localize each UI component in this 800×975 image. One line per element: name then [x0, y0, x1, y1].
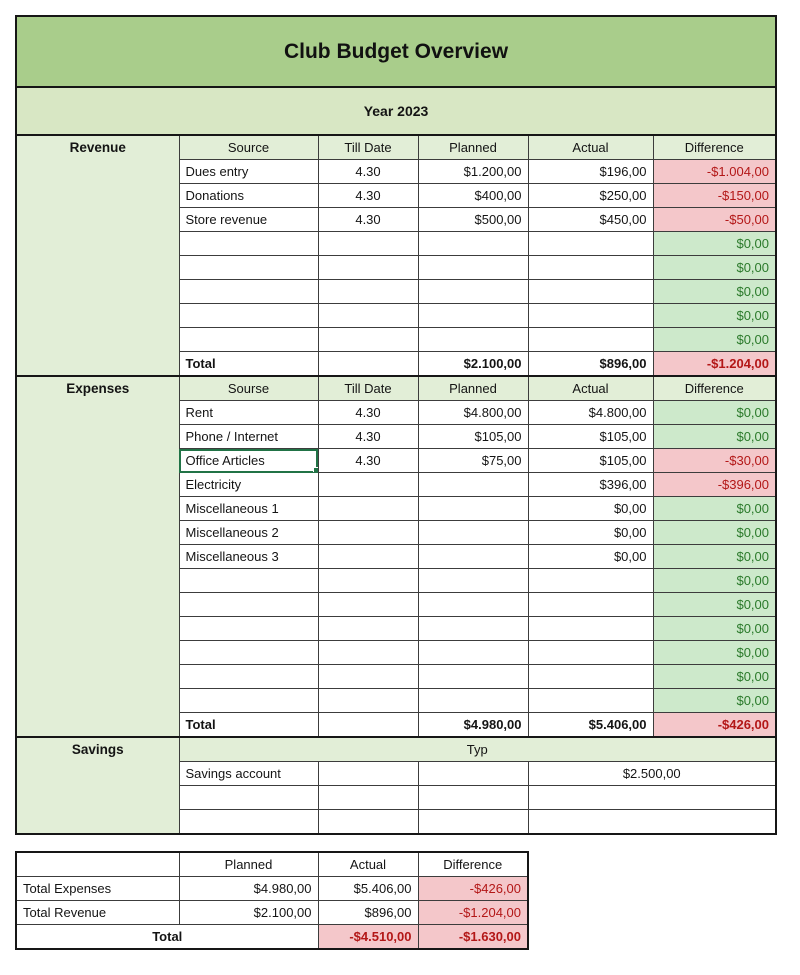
till-date-cell[interactable]: 4.30 [318, 208, 418, 232]
actual-cell[interactable]: $396,00 [528, 473, 653, 497]
till-date-cell[interactable] [318, 545, 418, 569]
till-date-cell[interactable]: 4.30 [318, 401, 418, 425]
summary-planned-cell[interactable]: $4.980,00 [179, 877, 318, 901]
actual-cell[interactable] [528, 256, 653, 280]
total-difference-cell[interactable]: -$1.204,00 [653, 352, 776, 377]
source-cell[interactable]: Store revenue [179, 208, 318, 232]
planned-cell[interactable] [418, 256, 528, 280]
till-date-cell[interactable] [318, 593, 418, 617]
planned-cell[interactable]: $1.200,00 [418, 160, 528, 184]
title-row [16, 16, 776, 87]
summary-table [15, 851, 529, 950]
revenue-header-planned[interactable]: Planned [418, 135, 528, 160]
summary-label-cell[interactable]: Total Revenue [16, 901, 179, 925]
savings-amount-cell[interactable]: $2.500,00 [528, 762, 776, 786]
source-cell[interactable] [179, 810, 318, 835]
actual-cell[interactable]: $105,00 [528, 449, 653, 473]
revenue-header-row [16, 135, 776, 160]
expenses-header-difference[interactable]: Difference [653, 376, 776, 401]
source-cell[interactable] [179, 328, 318, 352]
selected-cell-office-articles[interactable]: Office Articles [179, 449, 318, 473]
planned-cell[interactable] [418, 617, 528, 641]
source-cell[interactable]: Miscellaneous 2 [179, 521, 318, 545]
difference-cell[interactable]: $0,00 [653, 256, 776, 280]
planned-cell[interactable]: $4.800,00 [418, 401, 528, 425]
summary-difference-cell[interactable]: -$1.204,00 [418, 901, 528, 925]
source-cell[interactable] [179, 256, 318, 280]
summary-difference-cell[interactable]: -$426,00 [418, 877, 528, 901]
total-actual-cell[interactable]: $896,00 [528, 352, 653, 377]
source-cell[interactable]: Savings account [179, 762, 318, 786]
section-label-savings[interactable]: Savings [16, 737, 179, 834]
actual-cell[interactable] [528, 617, 653, 641]
empty-cell[interactable] [318, 713, 418, 738]
summary-row-total-revenue [16, 901, 528, 925]
revenue-header-difference[interactable]: Difference [653, 135, 776, 160]
till-date-cell[interactable]: 4.30 [318, 449, 418, 473]
source-cell[interactable]: Dues entry [179, 160, 318, 184]
source-cell[interactable] [179, 280, 318, 304]
till-date-cell[interactable] [318, 497, 418, 521]
expenses-header-planned[interactable]: Planned [418, 376, 528, 401]
till-date-cell[interactable] [318, 328, 418, 352]
till-date-cell[interactable] [318, 473, 418, 497]
actual-cell[interactable]: $450,00 [528, 208, 653, 232]
planned-cell[interactable]: $75,00 [418, 449, 528, 473]
planned-cell[interactable] [418, 545, 528, 569]
actual-cell[interactable]: $250,00 [528, 184, 653, 208]
actual-cell[interactable] [528, 304, 653, 328]
savings-type-header[interactable]: Typ [179, 737, 776, 762]
summary-actual-cell[interactable]: $896,00 [318, 901, 418, 925]
budget-sheet [15, 15, 777, 835]
difference-cell[interactable]: $0,00 [653, 521, 776, 545]
section-label-revenue[interactable]: Revenue [16, 135, 179, 376]
till-date-cell[interactable] [318, 569, 418, 593]
total-difference-cell[interactable]: -$426,00 [653, 713, 776, 738]
summary-actual-cell[interactable]: $5.406,00 [318, 877, 418, 901]
difference-cell[interactable]: $0,00 [653, 425, 776, 449]
difference-cell[interactable]: -$50,00 [653, 208, 776, 232]
actual-cell[interactable] [528, 689, 653, 713]
total-actual-cell[interactable]: $5.406,00 [528, 713, 653, 738]
actual-cell[interactable] [528, 232, 653, 256]
actual-cell[interactable]: $0,00 [528, 521, 653, 545]
difference-cell[interactable]: $0,00 [653, 280, 776, 304]
till-date-cell[interactable] [318, 786, 418, 810]
actual-cell[interactable] [528, 328, 653, 352]
source-cell[interactable] [179, 304, 318, 328]
difference-cell[interactable]: $0,00 [653, 689, 776, 713]
difference-cell[interactable]: $0,00 [653, 328, 776, 352]
summary-grand-total-row [16, 925, 528, 950]
till-date-cell[interactable] [318, 762, 418, 786]
difference-cell[interactable]: $0,00 [653, 497, 776, 521]
grand-total-actual-cell[interactable]: -$4.510,00 [318, 925, 418, 950]
source-cell[interactable] [179, 593, 318, 617]
planned-cell[interactable] [418, 786, 528, 810]
planned-cell[interactable] [418, 232, 528, 256]
source-cell[interactable] [179, 232, 318, 256]
till-date-cell[interactable] [318, 689, 418, 713]
source-cell[interactable]: Miscellaneous 1 [179, 497, 318, 521]
summary-header-planned[interactable]: Planned [179, 852, 318, 877]
source-cell[interactable] [179, 786, 318, 810]
difference-cell[interactable]: $0,00 [653, 569, 776, 593]
till-date-cell[interactable] [318, 521, 418, 545]
planned-cell[interactable] [418, 304, 528, 328]
grand-total-difference-cell[interactable]: -$1.630,00 [418, 925, 528, 950]
source-cell[interactable] [179, 689, 318, 713]
actual-cell[interactable]: $105,00 [528, 425, 653, 449]
grand-total-label-cell[interactable]: Total [16, 925, 318, 950]
till-date-cell[interactable]: 4.30 [318, 160, 418, 184]
actual-cell[interactable] [528, 593, 653, 617]
planned-cell[interactable] [418, 280, 528, 304]
difference-cell[interactable]: $0,00 [653, 665, 776, 689]
planned-cell[interactable] [418, 521, 528, 545]
revenue-header-actual[interactable]: Actual [528, 135, 653, 160]
year-row [16, 87, 776, 135]
difference-cell[interactable]: $0,00 [653, 593, 776, 617]
total-planned-cell[interactable]: $2.100,00 [418, 352, 528, 377]
summary-header-row [16, 852, 528, 877]
difference-cell[interactable]: $0,00 [653, 401, 776, 425]
till-date-cell[interactable]: 4.30 [318, 184, 418, 208]
expenses-header-row [16, 376, 776, 401]
revenue-header-source[interactable]: Source [179, 135, 318, 160]
difference-cell[interactable]: $0,00 [653, 617, 776, 641]
actual-cell[interactable]: $196,00 [528, 160, 653, 184]
planned-cell[interactable] [418, 762, 528, 786]
till-date-cell[interactable]: 4.30 [318, 425, 418, 449]
actual-cell[interactable] [528, 280, 653, 304]
planned-cell[interactable] [418, 665, 528, 689]
difference-cell[interactable]: $0,00 [653, 545, 776, 569]
source-cell[interactable]: Phone / Internet [179, 425, 318, 449]
total-planned-cell[interactable]: $4.980,00 [418, 713, 528, 738]
till-date-cell[interactable] [318, 280, 418, 304]
difference-cell[interactable]: $0,00 [653, 304, 776, 328]
planned-cell[interactable] [418, 497, 528, 521]
expenses-header-source[interactable]: Sourse [179, 376, 318, 401]
source-cell[interactable]: Donations [179, 184, 318, 208]
planned-cell[interactable]: $500,00 [418, 208, 528, 232]
actual-cell[interactable]: $0,00 [528, 497, 653, 521]
expenses-header-actual[interactable]: Actual [528, 376, 653, 401]
source-cell[interactable] [179, 569, 318, 593]
planned-cell[interactable]: $400,00 [418, 184, 528, 208]
till-date-cell[interactable] [318, 304, 418, 328]
source-cell[interactable]: Rent [179, 401, 318, 425]
planned-cell[interactable] [418, 328, 528, 352]
actual-cell[interactable]: $0,00 [528, 545, 653, 569]
summary-header-actual[interactable]: Actual [318, 852, 418, 877]
savings-amount-cell[interactable] [528, 786, 776, 810]
planned-cell[interactable] [418, 569, 528, 593]
actual-cell[interactable] [528, 641, 653, 665]
summary-planned-cell[interactable]: $2.100,00 [179, 901, 318, 925]
till-date-cell[interactable] [318, 617, 418, 641]
total-label-cell[interactable]: Total [179, 352, 318, 377]
actual-cell[interactable]: $4.800,00 [528, 401, 653, 425]
expenses-header-till-date[interactable]: Till Date [318, 376, 418, 401]
planned-cell[interactable] [418, 593, 528, 617]
year-subtitle[interactable]: Year 2023 [16, 87, 776, 135]
source-cell[interactable] [179, 617, 318, 641]
source-cell[interactable] [179, 641, 318, 665]
summary-header-difference[interactable]: Difference [418, 852, 528, 877]
actual-cell[interactable] [528, 665, 653, 689]
planned-cell[interactable] [418, 641, 528, 665]
difference-cell[interactable]: -$30,00 [653, 449, 776, 473]
source-cell[interactable] [179, 665, 318, 689]
section-label-expenses[interactable]: Expenses [16, 376, 179, 737]
savings-header-row [16, 737, 776, 762]
till-date-cell[interactable] [318, 810, 418, 835]
planned-cell[interactable] [418, 689, 528, 713]
summary-label-cell[interactable]: Total Expenses [16, 877, 179, 901]
savings-amount-cell[interactable] [528, 810, 776, 835]
difference-cell[interactable]: $0,00 [653, 641, 776, 665]
sheet-title[interactable]: Club Budget Overview [16, 16, 776, 87]
empty-cell[interactable] [16, 852, 179, 877]
summary-row-total-expenses [16, 877, 528, 901]
till-date-cell[interactable] [318, 232, 418, 256]
difference-cell[interactable]: -$396,00 [653, 473, 776, 497]
source-cell[interactable]: Electricity [179, 473, 318, 497]
revenue-header-till-date[interactable]: Till Date [318, 135, 418, 160]
actual-cell[interactable] [528, 569, 653, 593]
total-label-cell[interactable]: Total [179, 713, 318, 738]
difference-cell[interactable]: $0,00 [653, 232, 776, 256]
till-date-cell[interactable] [318, 256, 418, 280]
empty-cell[interactable] [318, 352, 418, 377]
planned-cell[interactable] [418, 810, 528, 835]
till-date-cell[interactable] [318, 665, 418, 689]
difference-cell[interactable]: -$150,00 [653, 184, 776, 208]
planned-cell[interactable] [418, 473, 528, 497]
planned-cell[interactable]: $105,00 [418, 425, 528, 449]
till-date-cell[interactable] [318, 641, 418, 665]
difference-cell[interactable]: -$1.004,00 [653, 160, 776, 184]
source-cell[interactable]: Miscellaneous 3 [179, 545, 318, 569]
